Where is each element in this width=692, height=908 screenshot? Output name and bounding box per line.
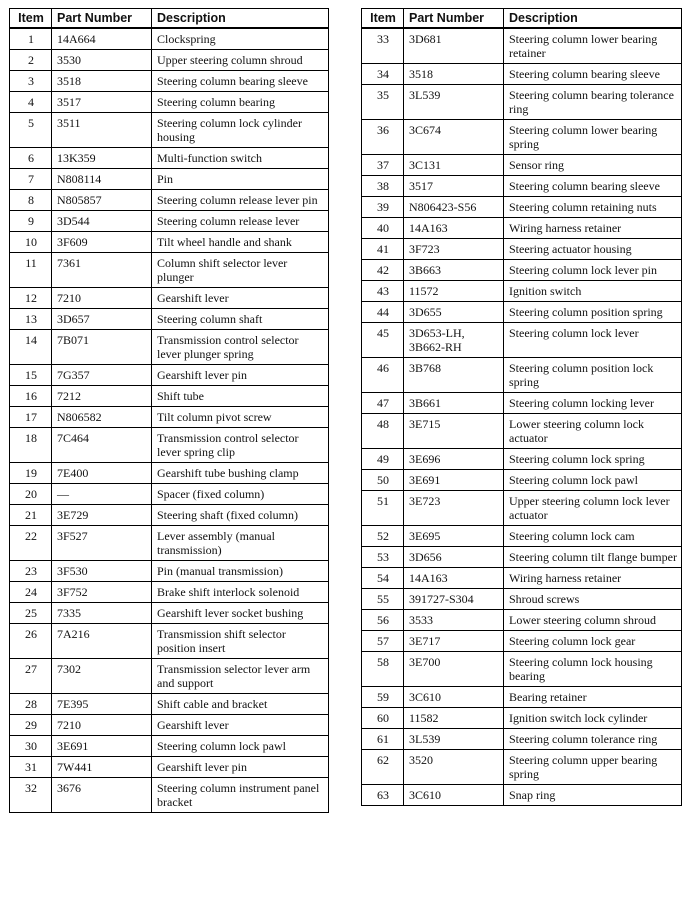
item-cell: 61 bbox=[362, 729, 404, 750]
part-number-cell: 3520 bbox=[404, 750, 504, 785]
description-cell: Gearshift lever pin bbox=[152, 757, 329, 778]
description-cell: Shroud screws bbox=[504, 589, 682, 610]
description-cell: Upper steering column shroud bbox=[152, 50, 329, 71]
item-cell: 7 bbox=[10, 169, 52, 190]
header-row bbox=[362, 9, 682, 29]
part-number-cell: 7E400 bbox=[52, 463, 152, 484]
description-cell: Steering column lock gear bbox=[504, 631, 682, 652]
item-cell: 63 bbox=[362, 785, 404, 806]
part-number-cell: 3530 bbox=[52, 50, 152, 71]
description-cell: Steering column lock pawl bbox=[152, 736, 329, 757]
description-cell: Steering column lock housing bearing bbox=[504, 652, 682, 687]
description-cell: Gearshift lever pin bbox=[152, 365, 329, 386]
part-number-cell: 3E717 bbox=[404, 631, 504, 652]
item-cell: 17 bbox=[10, 407, 52, 428]
item-cell: 19 bbox=[10, 463, 52, 484]
part-number-cell: 3B663 bbox=[404, 260, 504, 281]
table-row bbox=[362, 589, 682, 610]
part-number-cell: 7G357 bbox=[52, 365, 152, 386]
table-row bbox=[10, 778, 329, 813]
item-cell: 20 bbox=[10, 484, 52, 505]
part-number-cell: 7210 bbox=[52, 288, 152, 309]
item-cell: 21 bbox=[10, 505, 52, 526]
item-cell: 23 bbox=[10, 561, 52, 582]
part-number-cell: 3D653-LH, 3B662-RH bbox=[404, 323, 504, 358]
table-row bbox=[10, 169, 329, 190]
description-cell: Steering column release lever pin bbox=[152, 190, 329, 211]
part-number-cell: 7212 bbox=[52, 386, 152, 407]
description-cell: Lever assembly (manual transmission) bbox=[152, 526, 329, 561]
item-cell: 26 bbox=[10, 624, 52, 659]
description-cell: Steering actuator housing bbox=[504, 239, 682, 260]
table-row bbox=[10, 92, 329, 113]
table-row bbox=[362, 414, 682, 449]
part-number-cell: 3E691 bbox=[52, 736, 152, 757]
item-cell: 1 bbox=[10, 28, 52, 50]
part-number-cell: 3517 bbox=[404, 176, 504, 197]
table-row bbox=[362, 449, 682, 470]
description-cell: Steering column retaining nuts bbox=[504, 197, 682, 218]
table-row bbox=[362, 393, 682, 414]
table-row bbox=[10, 603, 329, 624]
header-description: Description bbox=[504, 9, 682, 29]
item-cell: 35 bbox=[362, 85, 404, 120]
description-cell: Transmission shift selector position insert bbox=[152, 624, 329, 659]
part-number-cell: 3511 bbox=[52, 113, 152, 148]
table-row bbox=[10, 407, 329, 428]
table-row bbox=[10, 582, 329, 603]
table-row bbox=[10, 694, 329, 715]
part-number-cell: 3F527 bbox=[52, 526, 152, 561]
item-cell: 33 bbox=[362, 28, 404, 64]
table-row bbox=[10, 148, 329, 169]
description-cell: Lower steering column shroud bbox=[504, 610, 682, 631]
part-number-cell: N806423-S56 bbox=[404, 197, 504, 218]
part-number-cell: 11572 bbox=[404, 281, 504, 302]
description-cell: Steering column position lock spring bbox=[504, 358, 682, 393]
part-number-cell: 3E715 bbox=[404, 414, 504, 449]
description-cell: Steering column instrument panel bracket bbox=[152, 778, 329, 813]
description-cell: Steering column lock lever pin bbox=[504, 260, 682, 281]
item-cell: 41 bbox=[362, 239, 404, 260]
table-row bbox=[362, 302, 682, 323]
item-cell: 44 bbox=[362, 302, 404, 323]
table-row bbox=[362, 281, 682, 302]
description-cell: Steering column locking lever bbox=[504, 393, 682, 414]
table-row bbox=[362, 652, 682, 687]
part-number-cell: 3533 bbox=[404, 610, 504, 631]
table-row bbox=[362, 610, 682, 631]
table-row bbox=[10, 505, 329, 526]
header-part-number: Part Number bbox=[404, 9, 504, 29]
description-cell: Steering column bearing tolerance ring bbox=[504, 85, 682, 120]
item-cell: 39 bbox=[362, 197, 404, 218]
description-cell: Tilt wheel handle and shank bbox=[152, 232, 329, 253]
table-row bbox=[362, 687, 682, 708]
part-number-cell: 13K359 bbox=[52, 148, 152, 169]
description-cell: Steering column lock lever bbox=[504, 323, 682, 358]
part-number-cell: 3E695 bbox=[404, 526, 504, 547]
item-cell: 3 bbox=[10, 71, 52, 92]
description-cell: Ignition switch bbox=[504, 281, 682, 302]
description-cell: Steering column lower bearing spring bbox=[504, 120, 682, 155]
table-row bbox=[10, 757, 329, 778]
description-cell: Steering column lock spring bbox=[504, 449, 682, 470]
item-cell: 58 bbox=[362, 652, 404, 687]
description-cell: Brake shift interlock solenoid bbox=[152, 582, 329, 603]
description-cell: Steering column upper bearing spring bbox=[504, 750, 682, 785]
description-cell: Snap ring bbox=[504, 785, 682, 806]
description-cell: Gearshift lever bbox=[152, 715, 329, 736]
item-cell: 34 bbox=[362, 64, 404, 85]
part-number-cell: 14A664 bbox=[52, 28, 152, 50]
part-number-cell: 3D657 bbox=[52, 309, 152, 330]
part-number-cell: N806582 bbox=[52, 407, 152, 428]
part-number-cell: 7210 bbox=[52, 715, 152, 736]
description-cell: Pin (manual transmission) bbox=[152, 561, 329, 582]
description-cell: Wiring harness retainer bbox=[504, 568, 682, 589]
item-cell: 9 bbox=[10, 211, 52, 232]
description-cell: Column shift selector lever plunger bbox=[152, 253, 329, 288]
item-cell: 52 bbox=[362, 526, 404, 547]
part-number-cell: 3E729 bbox=[52, 505, 152, 526]
item-cell: 46 bbox=[362, 358, 404, 393]
part-number-cell: 3D656 bbox=[404, 547, 504, 568]
item-cell: 32 bbox=[10, 778, 52, 813]
part-number-cell: 3C674 bbox=[404, 120, 504, 155]
table-row bbox=[10, 50, 329, 71]
table-row bbox=[362, 470, 682, 491]
description-cell: Bearing retainer bbox=[504, 687, 682, 708]
item-cell: 30 bbox=[10, 736, 52, 757]
parts-table-left bbox=[9, 8, 329, 813]
item-cell: 6 bbox=[10, 148, 52, 169]
description-cell: Spacer (fixed column) bbox=[152, 484, 329, 505]
item-cell: 59 bbox=[362, 687, 404, 708]
part-number-cell: N805857 bbox=[52, 190, 152, 211]
item-cell: 16 bbox=[10, 386, 52, 407]
part-number-cell: 3F609 bbox=[52, 232, 152, 253]
header-item: Item bbox=[10, 9, 52, 29]
description-cell: Steering column tolerance ring bbox=[504, 729, 682, 750]
item-cell: 18 bbox=[10, 428, 52, 463]
part-number-cell: 3D681 bbox=[404, 28, 504, 64]
item-cell: 53 bbox=[362, 547, 404, 568]
table-row bbox=[362, 85, 682, 120]
table-row bbox=[10, 526, 329, 561]
description-cell: Shift tube bbox=[152, 386, 329, 407]
table-row bbox=[10, 309, 329, 330]
description-cell: Shift cable and bracket bbox=[152, 694, 329, 715]
description-cell: Transmission control selector lever spring clip bbox=[152, 428, 329, 463]
item-cell: 29 bbox=[10, 715, 52, 736]
header-row bbox=[10, 9, 329, 29]
table-row bbox=[10, 463, 329, 484]
description-cell: Steering column position spring bbox=[504, 302, 682, 323]
table-row bbox=[10, 428, 329, 463]
item-cell: 15 bbox=[10, 365, 52, 386]
part-number-cell: 7E395 bbox=[52, 694, 152, 715]
description-cell: Steering column lower bearing retainer bbox=[504, 28, 682, 64]
table-row bbox=[10, 190, 329, 211]
item-cell: 5 bbox=[10, 113, 52, 148]
description-cell: Steering column lock cylinder housing bbox=[152, 113, 329, 148]
item-cell: 27 bbox=[10, 659, 52, 694]
item-cell: 42 bbox=[362, 260, 404, 281]
part-number-cell: 3L539 bbox=[404, 729, 504, 750]
table-row bbox=[362, 729, 682, 750]
description-cell: Lower steering column lock actuator bbox=[504, 414, 682, 449]
part-number-cell: 7B071 bbox=[52, 330, 152, 365]
table-row bbox=[362, 197, 682, 218]
part-number-cell: 3F530 bbox=[52, 561, 152, 582]
description-cell: Steering shaft (fixed column) bbox=[152, 505, 329, 526]
table-row bbox=[362, 526, 682, 547]
description-cell: Sensor ring bbox=[504, 155, 682, 176]
part-number-cell: 11582 bbox=[404, 708, 504, 729]
table-row bbox=[10, 232, 329, 253]
table-row bbox=[362, 28, 682, 64]
table-row bbox=[362, 218, 682, 239]
part-number-cell: 7W441 bbox=[52, 757, 152, 778]
part-number-cell: 7C464 bbox=[52, 428, 152, 463]
part-number-cell: 3B768 bbox=[404, 358, 504, 393]
item-cell: 45 bbox=[362, 323, 404, 358]
part-number-cell: 3E691 bbox=[404, 470, 504, 491]
part-number-cell: 3F723 bbox=[404, 239, 504, 260]
header-part-number: Part Number bbox=[52, 9, 152, 29]
part-number-cell: 391727-S304 bbox=[404, 589, 504, 610]
table-row bbox=[10, 659, 329, 694]
item-cell: 57 bbox=[362, 631, 404, 652]
part-number-cell: 3C610 bbox=[404, 687, 504, 708]
table-row bbox=[362, 260, 682, 281]
table-row bbox=[362, 568, 682, 589]
part-number-cell: 3E696 bbox=[404, 449, 504, 470]
table-row bbox=[362, 491, 682, 526]
part-number-cell: 3F752 bbox=[52, 582, 152, 603]
table-row bbox=[10, 288, 329, 309]
description-cell: Steering column tilt flange bumper bbox=[504, 547, 682, 568]
part-number-cell: 7335 bbox=[52, 603, 152, 624]
part-number-cell: 7A216 bbox=[52, 624, 152, 659]
item-cell: 51 bbox=[362, 491, 404, 526]
table-row bbox=[10, 365, 329, 386]
part-number-cell: 14A163 bbox=[404, 568, 504, 589]
description-cell: Tilt column pivot screw bbox=[152, 407, 329, 428]
description-cell: Steering column bearing sleeve bbox=[504, 176, 682, 197]
description-cell: Steering column bearing bbox=[152, 92, 329, 113]
item-cell: 55 bbox=[362, 589, 404, 610]
item-cell: 13 bbox=[10, 309, 52, 330]
table-row bbox=[362, 64, 682, 85]
part-number-cell: 3C610 bbox=[404, 785, 504, 806]
part-number-cell: 3518 bbox=[404, 64, 504, 85]
description-cell: Multi-function switch bbox=[152, 148, 329, 169]
part-number-cell: 3B661 bbox=[404, 393, 504, 414]
item-cell: 24 bbox=[10, 582, 52, 603]
parts-table-right bbox=[361, 8, 682, 806]
description-cell: Steering column shaft bbox=[152, 309, 329, 330]
description-cell: Gearshift lever socket bushing bbox=[152, 603, 329, 624]
table-row bbox=[10, 715, 329, 736]
item-cell: 22 bbox=[10, 526, 52, 561]
item-cell: 60 bbox=[362, 708, 404, 729]
part-number-cell: 3518 bbox=[52, 71, 152, 92]
table-row bbox=[362, 785, 682, 806]
table-row bbox=[362, 631, 682, 652]
table-row bbox=[10, 484, 329, 505]
part-number-cell: 3C131 bbox=[404, 155, 504, 176]
item-cell: 4 bbox=[10, 92, 52, 113]
description-cell: Steering column release lever bbox=[152, 211, 329, 232]
header-description: Description bbox=[152, 9, 329, 29]
description-cell: Gearshift tube bushing clamp bbox=[152, 463, 329, 484]
description-cell: Transmission control selector lever plunger spring bbox=[152, 330, 329, 365]
table-row bbox=[10, 113, 329, 148]
table-row bbox=[362, 750, 682, 785]
item-cell: 31 bbox=[10, 757, 52, 778]
item-cell: 36 bbox=[362, 120, 404, 155]
table-row bbox=[10, 253, 329, 288]
part-number-cell: N808114 bbox=[52, 169, 152, 190]
part-number-cell: — bbox=[52, 484, 152, 505]
item-cell: 37 bbox=[362, 155, 404, 176]
table-row bbox=[10, 71, 329, 92]
table-row bbox=[362, 708, 682, 729]
table-row bbox=[362, 120, 682, 155]
part-number-cell: 3D544 bbox=[52, 211, 152, 232]
part-number-cell: 14A163 bbox=[404, 218, 504, 239]
part-number-cell: 3D655 bbox=[404, 302, 504, 323]
part-number-cell: 7361 bbox=[52, 253, 152, 288]
table-row bbox=[10, 330, 329, 365]
item-cell: 56 bbox=[362, 610, 404, 631]
table-row bbox=[362, 358, 682, 393]
header-item: Item bbox=[362, 9, 404, 29]
part-number-cell: 3517 bbox=[52, 92, 152, 113]
part-number-cell: 3L539 bbox=[404, 85, 504, 120]
table-row bbox=[10, 736, 329, 757]
description-cell: Steering column lock pawl bbox=[504, 470, 682, 491]
item-cell: 48 bbox=[362, 414, 404, 449]
description-cell: Gearshift lever bbox=[152, 288, 329, 309]
description-cell: Transmission selector lever arm and support bbox=[152, 659, 329, 694]
description-cell: Steering column bearing sleeve bbox=[504, 64, 682, 85]
table-row bbox=[10, 561, 329, 582]
table-row bbox=[10, 386, 329, 407]
table-row bbox=[362, 239, 682, 260]
item-cell: 14 bbox=[10, 330, 52, 365]
table-row bbox=[10, 211, 329, 232]
item-cell: 10 bbox=[10, 232, 52, 253]
item-cell: 25 bbox=[10, 603, 52, 624]
part-number-cell: 7302 bbox=[52, 659, 152, 694]
item-cell: 50 bbox=[362, 470, 404, 491]
table-row bbox=[362, 323, 682, 358]
item-cell: 43 bbox=[362, 281, 404, 302]
table-row bbox=[362, 155, 682, 176]
item-cell: 47 bbox=[362, 393, 404, 414]
table-row bbox=[362, 547, 682, 568]
item-cell: 49 bbox=[362, 449, 404, 470]
part-number-cell: 3E700 bbox=[404, 652, 504, 687]
item-cell: 40 bbox=[362, 218, 404, 239]
item-cell: 2 bbox=[10, 50, 52, 71]
description-cell: Pin bbox=[152, 169, 329, 190]
table-row bbox=[10, 28, 329, 50]
description-cell: Clockspring bbox=[152, 28, 329, 50]
part-number-cell: 3676 bbox=[52, 778, 152, 813]
item-cell: 54 bbox=[362, 568, 404, 589]
item-cell: 8 bbox=[10, 190, 52, 211]
description-cell: Steering column lock cam bbox=[504, 526, 682, 547]
description-cell: Steering column bearing sleeve bbox=[152, 71, 329, 92]
item-cell: 62 bbox=[362, 750, 404, 785]
item-cell: 38 bbox=[362, 176, 404, 197]
description-cell: Wiring harness retainer bbox=[504, 218, 682, 239]
item-cell: 12 bbox=[10, 288, 52, 309]
item-cell: 28 bbox=[10, 694, 52, 715]
description-cell: Upper steering column lock lever actuator bbox=[504, 491, 682, 526]
description-cell: Ignition switch lock cylinder bbox=[504, 708, 682, 729]
table-row bbox=[10, 624, 329, 659]
part-number-cell: 3E723 bbox=[404, 491, 504, 526]
table-row bbox=[362, 176, 682, 197]
item-cell: 11 bbox=[10, 253, 52, 288]
